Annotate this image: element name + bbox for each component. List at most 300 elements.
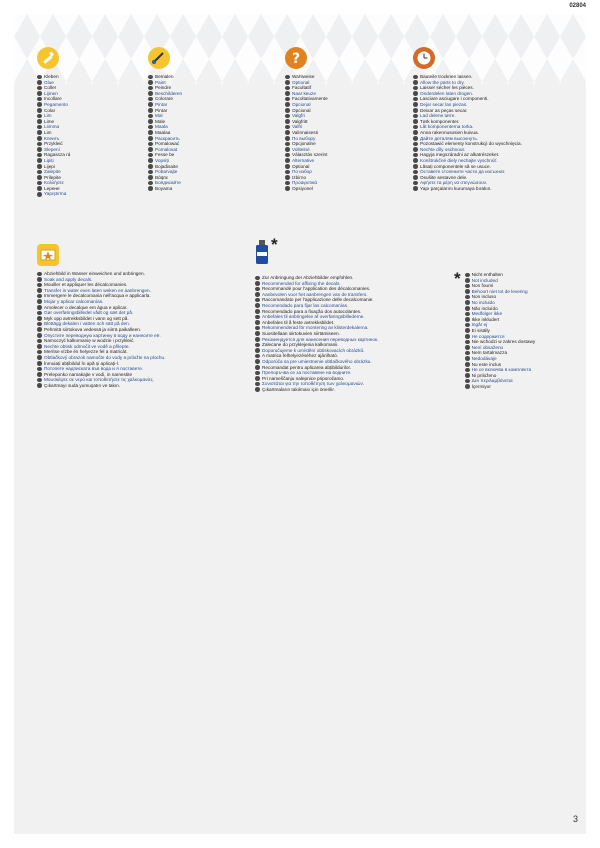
translation-text: Paint bbox=[155, 79, 166, 85]
translation-text: Pintar bbox=[155, 101, 168, 107]
translation-item bbox=[465, 384, 536, 390]
translation-text: Pozostawić elementy konstrukcji do wyschnięcia. bbox=[420, 141, 522, 147]
translation-text: Glue bbox=[44, 79, 54, 85]
translation-text: Laisser sécher les pièces. bbox=[420, 85, 474, 91]
language-flag-icon bbox=[413, 130, 418, 135]
translation-text: Рекомендуется для нанесения переводных картинок. bbox=[262, 336, 379, 342]
language-flag-icon bbox=[37, 372, 42, 377]
clock-icon bbox=[413, 47, 435, 69]
translation-text: Ingår ej bbox=[471, 322, 488, 328]
translation-text: Bemalen bbox=[155, 74, 174, 79]
language-flag-icon bbox=[37, 378, 42, 383]
language-flag-icon bbox=[413, 119, 418, 124]
translation-text: Pomalować bbox=[155, 141, 180, 147]
language-flag-icon bbox=[413, 186, 418, 191]
language-flag-icon bbox=[37, 186, 42, 191]
language-flag-icon bbox=[285, 158, 290, 163]
translation-text: Allow the parts to dry. bbox=[420, 79, 465, 85]
language-flag-icon bbox=[37, 91, 42, 96]
translation-text: Kleben bbox=[44, 74, 59, 79]
translation-text: Nicht enthalten bbox=[471, 272, 503, 277]
page-number: 3 bbox=[572, 814, 578, 824]
translation-text: Választás szerint bbox=[292, 152, 328, 158]
language-flag-icon bbox=[37, 367, 42, 372]
translation-text: Потопете надписката във вода и я поставете. bbox=[44, 366, 144, 372]
language-flag-icon bbox=[285, 119, 290, 124]
translation-text: Immergere le decalcomania nell'acqua e applicarla. bbox=[44, 293, 151, 299]
translation-text: Maala bbox=[155, 124, 168, 130]
language-flag-icon bbox=[148, 147, 153, 152]
translation-text: Mojar y aplicar calcomanías. bbox=[44, 298, 104, 304]
translation-text: Naar keuze bbox=[292, 90, 316, 96]
translation-text: Δεν περιλαμβάνεται bbox=[471, 378, 513, 384]
translation-text: Optional bbox=[292, 163, 310, 169]
language-flag-icon bbox=[37, 130, 42, 135]
language-flag-icon bbox=[465, 384, 470, 389]
translation-text: Recomendado para fijar las calcomanías. bbox=[262, 302, 349, 308]
language-flag-icon bbox=[285, 108, 290, 113]
language-flag-icon bbox=[413, 102, 418, 107]
translation-text: Behoort niet tot de levering bbox=[471, 288, 528, 294]
paint-section bbox=[148, 47, 182, 191]
language-flag-icon bbox=[413, 75, 418, 80]
translation-text: Konštrukčné diely nechajte vyschnúť. bbox=[420, 157, 498, 163]
language-flag-icon bbox=[37, 181, 42, 186]
language-flag-icon bbox=[285, 170, 290, 175]
language-flag-icon bbox=[255, 343, 260, 348]
translation-text: Zalecane do przyklejenia kalkomanii. bbox=[262, 342, 339, 348]
language-flag-icon bbox=[255, 376, 260, 381]
translation-text: Gør overføringsbilledet vådt og sæt det på. bbox=[44, 310, 134, 316]
language-flag-icon bbox=[465, 328, 470, 333]
language-flag-icon bbox=[413, 175, 418, 180]
language-flag-icon bbox=[148, 158, 153, 163]
decals-translations bbox=[37, 271, 165, 388]
translation-text: Beschilderen bbox=[155, 90, 183, 96]
translation-text: Valinnaisesti bbox=[292, 129, 318, 135]
translation-text: Valgfri bbox=[292, 113, 305, 119]
language-flag-icon bbox=[285, 86, 290, 91]
language-flag-icon bbox=[148, 97, 153, 102]
translation-item bbox=[37, 383, 165, 389]
language-flag-icon bbox=[285, 147, 290, 152]
optional-translations bbox=[285, 74, 328, 191]
language-flag-icon bbox=[148, 125, 153, 130]
language-flag-icon bbox=[465, 379, 470, 384]
translation-text: Slepení bbox=[44, 146, 60, 152]
language-flag-icon bbox=[148, 119, 153, 124]
paint-bottle-icon bbox=[255, 239, 269, 270]
translation-text: Не се включва в комплекта bbox=[471, 367, 532, 373]
language-flag-icon bbox=[465, 289, 470, 294]
translation-text: Lasciare asciugare i componenti. bbox=[420, 96, 489, 102]
translation-text: Aanbevolen voor het aanbrengen van de transfers. bbox=[262, 291, 368, 297]
language-flag-icon bbox=[37, 75, 42, 80]
translation-text: Tørk komponenter. bbox=[420, 118, 460, 124]
language-flag-icon bbox=[255, 359, 260, 364]
translation-text: Suositellaan siirtokuvien siirtämiseen. bbox=[262, 330, 340, 336]
translation-text: Anbefales til anbringelse af overføringsbillederne. bbox=[262, 314, 365, 320]
translation-text: A matrica felhelyezéséhez ajánlható. bbox=[262, 353, 339, 359]
translation-text: Pobarvajte bbox=[155, 169, 178, 175]
language-flag-icon bbox=[37, 316, 42, 321]
language-flag-icon bbox=[37, 142, 42, 147]
translation-text: Izbirno bbox=[292, 174, 307, 180]
paint-brush-icon bbox=[148, 47, 170, 69]
language-flag-icon bbox=[465, 312, 470, 317]
language-flag-icon bbox=[413, 147, 418, 152]
language-flag-icon bbox=[255, 326, 260, 331]
language-flag-icon bbox=[37, 170, 42, 175]
language-flag-icon bbox=[465, 295, 470, 300]
language-flag-icon bbox=[465, 373, 470, 378]
translation-text: Lăsați componentele să se usuce. bbox=[420, 163, 491, 169]
translation-text: Zur Anbringung der Abziehbilder empfohlen. bbox=[262, 275, 354, 280]
language-flag-icon bbox=[37, 355, 42, 360]
language-flag-icon bbox=[37, 80, 42, 85]
language-flag-icon bbox=[37, 125, 42, 130]
language-flag-icon bbox=[285, 175, 290, 180]
translation-text: Pri nameščanju nalepnice priporočamo. bbox=[262, 375, 345, 381]
language-flag-icon bbox=[465, 306, 470, 311]
translation-text: Βάψτε bbox=[155, 174, 169, 180]
translation-text: Opcjonalne bbox=[292, 141, 316, 147]
language-flag-icon bbox=[37, 294, 42, 299]
language-flag-icon bbox=[37, 153, 42, 158]
translation-text: Опустите переводную картинку в воду и нанесите её. bbox=[44, 332, 161, 338]
translation-text: Colorare bbox=[155, 96, 173, 102]
language-flag-icon bbox=[465, 284, 470, 289]
translation-text: Оставете стопените части да изсъхнат. bbox=[420, 169, 506, 175]
language-flag-icon bbox=[285, 125, 290, 130]
language-flag-icon bbox=[465, 278, 470, 283]
translation-text: Lim bbox=[44, 129, 52, 135]
language-flag-icon bbox=[37, 383, 42, 388]
language-flag-icon bbox=[285, 136, 290, 141]
translation-text: Opsiyonel bbox=[292, 185, 313, 191]
translation-text: Valgfritt bbox=[292, 118, 308, 124]
language-flag-icon bbox=[37, 164, 42, 169]
language-flag-icon bbox=[148, 114, 153, 119]
translation-text: Maalaa bbox=[155, 129, 171, 135]
translation-text: Lepене bbox=[44, 185, 60, 191]
translation-text: Male bbox=[155, 118, 166, 124]
translation-text: Клеить bbox=[44, 135, 60, 141]
language-flag-icon bbox=[37, 350, 42, 355]
translation-text: Opcional bbox=[292, 107, 311, 113]
language-flag-icon bbox=[37, 175, 42, 180]
language-flag-icon bbox=[465, 362, 470, 367]
translation-text: Doporučujeme k umístění obtiskovacích obrázků. bbox=[262, 347, 365, 353]
translation-text: Wahlweise bbox=[292, 74, 315, 79]
translation-text: Soak and apply decals. bbox=[44, 276, 93, 282]
language-flag-icon bbox=[148, 164, 153, 169]
language-flag-icon bbox=[255, 337, 260, 342]
translation-text: Çıkartmayı suda yumuşatın ve takın. bbox=[44, 382, 121, 388]
translation-text: Obtlačkový obrazok namočte do vody a priložte na plochu. bbox=[44, 354, 166, 360]
translation-text: Nie wchodzi w zakres dostawy bbox=[471, 339, 536, 345]
language-flag-icon bbox=[465, 351, 470, 356]
language-flag-icon bbox=[148, 75, 153, 80]
translation-text: Yapı parçalarını kurumaya bırakın. bbox=[420, 185, 492, 191]
language-flag-icon bbox=[285, 80, 290, 85]
translation-text: Zalepite bbox=[44, 169, 61, 175]
asterisk-mark: * bbox=[271, 235, 278, 254]
svg-text:?: ? bbox=[291, 51, 301, 67]
language-flag-icon bbox=[37, 136, 42, 141]
language-flag-icon bbox=[37, 147, 42, 152]
language-flag-icon bbox=[413, 181, 418, 186]
translation-text: Deixar as peças secar. bbox=[420, 107, 468, 113]
language-flag-icon bbox=[285, 130, 290, 135]
language-flag-icon bbox=[37, 288, 42, 293]
translation-text: Incollare bbox=[44, 96, 62, 102]
translation-text: Înmuiați abțibildul în apă și aplicați-l. bbox=[44, 360, 120, 366]
language-flag-icon bbox=[413, 164, 418, 169]
translation-text: Nu este inclus bbox=[471, 361, 502, 367]
translation-text: Lim bbox=[44, 113, 52, 119]
translation-text: Ni priloženo bbox=[471, 372, 497, 378]
language-flag-icon bbox=[148, 186, 153, 191]
language-flag-icon bbox=[255, 331, 260, 336]
language-flag-icon bbox=[465, 300, 470, 305]
language-flag-icon bbox=[148, 170, 153, 175]
translation-text: Nem tartalmazza bbox=[471, 350, 508, 356]
language-flag-icon bbox=[255, 281, 260, 286]
language-flag-icon bbox=[285, 114, 290, 119]
translation-text: Liimma bbox=[44, 124, 60, 130]
language-flag-icon bbox=[413, 97, 418, 102]
language-flag-icon bbox=[255, 315, 260, 320]
language-flag-icon bbox=[285, 142, 290, 147]
recommended-translations bbox=[255, 275, 378, 392]
language-flag-icon bbox=[37, 322, 42, 327]
language-flag-icon bbox=[255, 365, 260, 370]
translation-text: No incluido bbox=[471, 299, 495, 305]
language-flag-icon bbox=[413, 136, 418, 141]
translation-text: Не содержится bbox=[471, 333, 505, 339]
translation-text: Αφήστε τα μέρη να στεγνώσουν. bbox=[420, 180, 488, 186]
translation-text: Ei sisälly bbox=[471, 327, 490, 333]
language-flag-icon bbox=[148, 130, 153, 135]
language-flag-icon bbox=[148, 181, 153, 186]
glue-tube-icon bbox=[37, 47, 59, 69]
translation-text: Pegamento bbox=[44, 101, 68, 107]
language-flag-icon bbox=[255, 309, 260, 314]
language-flag-icon bbox=[37, 97, 42, 102]
language-flag-icon bbox=[465, 317, 470, 322]
language-flag-icon bbox=[37, 192, 42, 197]
translation-text: Preleponko namakajte v vodi, in namestite bbox=[44, 371, 133, 377]
translation-text: Nedodávaje bbox=[471, 355, 497, 361]
translation-item bbox=[37, 191, 70, 197]
language-flag-icon bbox=[37, 277, 42, 282]
translation-text: Prilepite bbox=[44, 174, 61, 180]
translation-text: Ikke inkludert bbox=[471, 316, 500, 322]
translation-text: Hagyja megszáradni az alkatrészeket. bbox=[420, 152, 500, 158]
language-flag-icon bbox=[255, 287, 260, 292]
translation-text: Προαιρετικά bbox=[292, 180, 318, 186]
translation-text: Not included bbox=[471, 277, 498, 283]
translation-text: Recommended for affixing the decals. bbox=[262, 280, 341, 286]
translation-text: Боядисайте bbox=[155, 180, 181, 186]
translation-text: Não incluído bbox=[471, 305, 498, 311]
language-flag-icon bbox=[465, 368, 470, 373]
dry-section bbox=[413, 47, 522, 191]
language-flag-icon bbox=[37, 361, 42, 366]
language-flag-icon bbox=[413, 125, 418, 130]
translation-text: Дайте деталям высохнуть. bbox=[420, 135, 479, 141]
language-flag-icon bbox=[413, 114, 418, 119]
language-flag-icon bbox=[285, 91, 290, 96]
language-flag-icon bbox=[37, 158, 42, 163]
language-flag-icon bbox=[255, 348, 260, 353]
translation-text: Recomendado para a fixação dos autocolantes. bbox=[262, 308, 362, 314]
language-flag-icon bbox=[413, 108, 418, 113]
language-flag-icon bbox=[465, 334, 470, 339]
language-flag-icon bbox=[413, 86, 418, 91]
language-flag-icon bbox=[37, 311, 42, 316]
translation-text: Συνιστάται για την τοποθέτηση των χαλκομανιών. bbox=[262, 381, 365, 387]
language-flag-icon bbox=[285, 153, 290, 158]
translation-text: Odporúča sa pre umiestnenie obtlačkového obrázku. bbox=[262, 358, 372, 364]
translation-item bbox=[413, 186, 522, 192]
decals-section bbox=[37, 244, 165, 388]
dry-translations bbox=[413, 74, 522, 191]
translation-text: Non incluso bbox=[471, 294, 497, 300]
language-flag-icon bbox=[285, 102, 290, 107]
translation-text: Onderdelen laten drogen. bbox=[420, 90, 474, 96]
language-flag-icon bbox=[148, 142, 153, 147]
translation-text: Lad delene tørre. bbox=[420, 113, 456, 119]
glue-section bbox=[37, 47, 70, 197]
translation-text: Peindre bbox=[155, 85, 172, 91]
translation-text: Раскрасить bbox=[155, 135, 180, 141]
language-flag-icon bbox=[148, 108, 153, 113]
translation-text: Yapıştırma bbox=[44, 191, 67, 197]
translation-text: Colar bbox=[44, 107, 56, 113]
translation-text: Boyama bbox=[155, 185, 173, 191]
asterisk-icon: * bbox=[454, 269, 461, 288]
translation-text: Amolecer o decalque em água e aplicar. bbox=[44, 304, 128, 310]
translation-text: Lijmen bbox=[44, 90, 58, 96]
language-flag-icon bbox=[37, 339, 42, 344]
language-flag-icon bbox=[413, 170, 418, 175]
translation-text: Namoczyć kalkomanię w wodzie i przykleić. bbox=[44, 338, 135, 344]
language-flag-icon bbox=[285, 186, 290, 191]
language-flag-icon bbox=[285, 97, 290, 102]
language-flag-icon bbox=[148, 175, 153, 180]
language-flag-icon bbox=[255, 276, 260, 281]
translation-text: İçermiyor bbox=[471, 383, 491, 389]
language-flag-icon bbox=[465, 340, 470, 345]
translation-text: Transfer in water even laten weken en aanbrengen. bbox=[44, 287, 151, 293]
translation-text: Nechte díly oschnout. bbox=[420, 146, 466, 152]
language-flag-icon bbox=[37, 283, 42, 288]
translation-text: Anna rakennusosien kuivua. bbox=[420, 129, 479, 135]
translation-text: Valfri bbox=[292, 124, 303, 130]
not-included-translations bbox=[465, 272, 536, 389]
translation-text: Opcional bbox=[292, 101, 311, 107]
translation-text: Volitelné bbox=[292, 146, 310, 152]
recommended-header bbox=[255, 235, 378, 270]
translation-text: Recomandat pentru aplicarea abțibildurilor. bbox=[262, 364, 352, 370]
translation-text: Lijepi bbox=[44, 163, 55, 169]
translation-text: Lime bbox=[44, 118, 55, 124]
language-flag-icon bbox=[37, 86, 42, 91]
translation-text: Optional bbox=[292, 79, 310, 85]
translation-text: Pehmitä siirtokuva vedessä ja siirrä paikalleen. bbox=[44, 326, 142, 332]
language-flag-icon bbox=[255, 320, 260, 325]
translation-item bbox=[285, 186, 328, 192]
translation-text: Není obsaženo bbox=[471, 344, 504, 350]
translation-text: По выбору bbox=[292, 135, 316, 141]
optional-section bbox=[285, 47, 328, 191]
not-included-section bbox=[454, 269, 536, 389]
translation-text: Ragassza rá bbox=[44, 152, 71, 158]
language-flag-icon bbox=[413, 142, 418, 147]
translation-text: Nechte obtisk odmočit ve vodě a přilepte. bbox=[44, 343, 130, 349]
language-flag-icon bbox=[413, 91, 418, 96]
language-flag-icon bbox=[37, 299, 42, 304]
language-flag-icon bbox=[148, 136, 153, 141]
language-flag-icon bbox=[465, 323, 470, 328]
language-flag-icon bbox=[465, 345, 470, 350]
translation-text: Osušite sestavne dele. bbox=[420, 174, 468, 180]
translation-text: Myk opp avtrekksbildet i vann og sett på. bbox=[44, 315, 129, 321]
translation-text: Facultatif bbox=[292, 85, 312, 91]
language-flag-icon bbox=[37, 344, 42, 349]
language-flag-icon bbox=[255, 298, 260, 303]
language-flag-icon bbox=[255, 387, 260, 392]
language-flag-icon bbox=[148, 80, 153, 85]
translation-text: Non fourni bbox=[471, 283, 494, 289]
page-code: 02804 bbox=[569, 3, 586, 9]
language-flag-icon bbox=[37, 272, 42, 277]
translation-text: Mal bbox=[155, 113, 163, 119]
translation-text: Facoltativamente bbox=[292, 96, 328, 102]
language-flag-icon bbox=[148, 91, 153, 96]
translation-text: Raccomandato per l'applicazione delle decalcomanie. bbox=[262, 297, 374, 303]
translation-text: Medfolger ikke bbox=[471, 311, 503, 317]
language-flag-icon bbox=[413, 158, 418, 163]
translation-text: Przykleić bbox=[44, 141, 63, 147]
translation-text: Recommandé pour l'application des décalcomanies. bbox=[262, 286, 371, 292]
language-flag-icon bbox=[255, 292, 260, 297]
decal-icon bbox=[37, 244, 59, 266]
translation-text: Çıkartmaların takılması için önerilir. bbox=[262, 386, 335, 392]
translation-text: Mouiller et appliquer les décalcomanies. bbox=[44, 282, 128, 288]
language-flag-icon bbox=[37, 327, 42, 332]
language-flag-icon bbox=[465, 356, 470, 361]
translation-item bbox=[148, 186, 182, 192]
language-flag-icon bbox=[465, 273, 470, 278]
language-flag-icon bbox=[148, 153, 153, 158]
language-flag-icon bbox=[37, 108, 42, 113]
translation-text: Pomalovat bbox=[155, 146, 178, 152]
language-flag-icon bbox=[285, 181, 290, 186]
language-flag-icon bbox=[285, 75, 290, 80]
translation-text: Anbefales til å feste avtrekksbildet. bbox=[262, 319, 335, 325]
language-flag-icon bbox=[413, 80, 418, 85]
translation-text: Vopsiți bbox=[155, 157, 169, 163]
language-flag-icon bbox=[285, 164, 290, 169]
language-flag-icon bbox=[37, 333, 42, 338]
translation-text: Bojadisaite bbox=[155, 163, 178, 169]
translation-text: Fesse be bbox=[155, 152, 175, 158]
language-flag-icon bbox=[255, 382, 260, 387]
translation-text: Μουσκέψτε σε νερό και τοποθετήστε τις χαλκομανίες. bbox=[44, 377, 155, 383]
